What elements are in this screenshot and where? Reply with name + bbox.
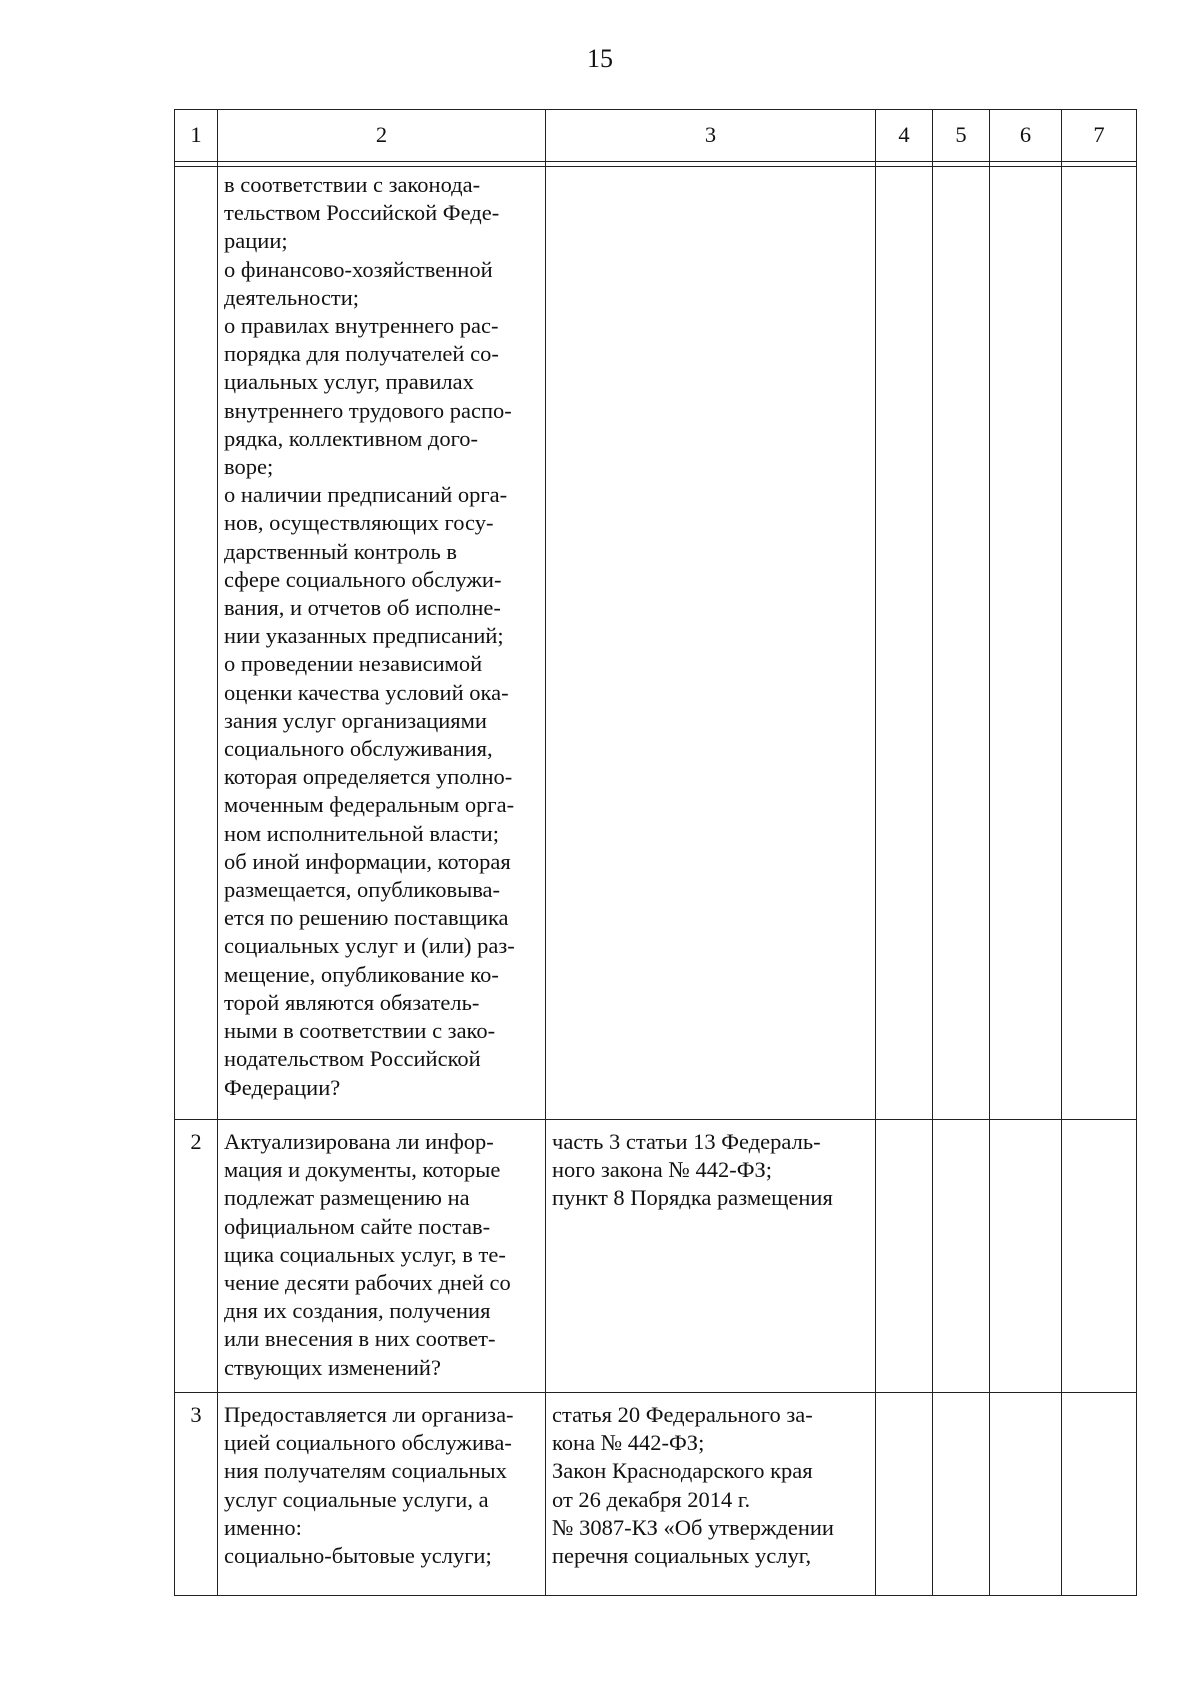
- question-cell: Актуализирована ли инфор- мация и документы, которые подлежат размещению на официальном сайте постав- щика социальных услуг, в те- чение десяти рабочих дней со дня их создания, получения или внесения в них соответ- ствующих изменений?: [218, 1120, 546, 1393]
- blank-cell-4: [876, 167, 933, 1120]
- header-cell-3: 3: [546, 110, 876, 162]
- blank-cell-4: [876, 1393, 933, 1596]
- header-cell-6: 6: [990, 110, 1062, 162]
- blank-cell-6: [990, 167, 1062, 1120]
- table-row: [175, 1393, 1137, 1596]
- header-cell-2: 2: [218, 110, 546, 162]
- blank-cell-6: [990, 1120, 1062, 1393]
- question-cell: в соответствии с законода- тельством Российской Феде- рации; о финансово-хозяйственной деятельности; о правилах внутреннего рас- порядка для получателей со- циальных услуг, правилах внутреннего трудового распо- рядка, коллективном дого- воре; о наличии предписаний орга- нов, осуществляющих госу- дарственный контроль в сфере социального обслужи- вания, и отчетов об исполне- нии указанных предписаний; о проведении независимой оценки качества условий ока- зания услуг организациями социального обслуживания, которая определяется уполно- моченным федеральным орга- ном исполнительной власти; об иной информации, которая размещается, опубликовыва- ется по решению поставщика социальных услуг и (или) раз- мещение, опубликование ко- торой являются обязатель- ными в соответствии с зако- нодательством Российской Федерации?: [218, 167, 546, 1120]
- table-row: [175, 1120, 1137, 1393]
- question-cell: Предоставляется ли организа- цией социального обслужива- ния получателям социальных услуг социальные услуги, а именно: социально-бытовые услуги;: [218, 1393, 546, 1596]
- basis-cell: [546, 167, 876, 1120]
- page-number: 15: [587, 44, 613, 73]
- row-number: 2: [175, 1120, 218, 1393]
- header-cell-7: 7: [1062, 110, 1137, 162]
- blank-cell-7: [1062, 1120, 1137, 1393]
- blank-cell-7: [1062, 1393, 1137, 1596]
- blank-cell-7: [1062, 167, 1137, 1120]
- row-number: 3: [175, 1393, 218, 1596]
- table-header-row: [175, 110, 1137, 162]
- header-cell-5: 5: [933, 110, 990, 162]
- row-number: [175, 167, 218, 1120]
- blank-cell-6: [990, 1393, 1062, 1596]
- header-cell-4: 4: [876, 110, 933, 162]
- basis-cell: статья 20 Федерального за- кона № 442-ФЗ; Закон Краснодарского края от 26 декабря 2014 г. № 3087-КЗ «Об утверждении перечня социальных услуг,: [546, 1393, 876, 1596]
- basis-cell: часть 3 статьи 13 Федераль- ного закона № 442-ФЗ; пункт 8 Порядка размещения: [546, 1120, 876, 1393]
- blank-cell-5: [933, 1393, 990, 1596]
- blank-cell-5: [933, 1120, 990, 1393]
- checklist-table: [174, 109, 1137, 1596]
- blank-cell-4: [876, 1120, 933, 1393]
- table-row: [175, 167, 1137, 1120]
- header-cell-1: 1: [175, 110, 218, 162]
- blank-cell-5: [933, 167, 990, 1120]
